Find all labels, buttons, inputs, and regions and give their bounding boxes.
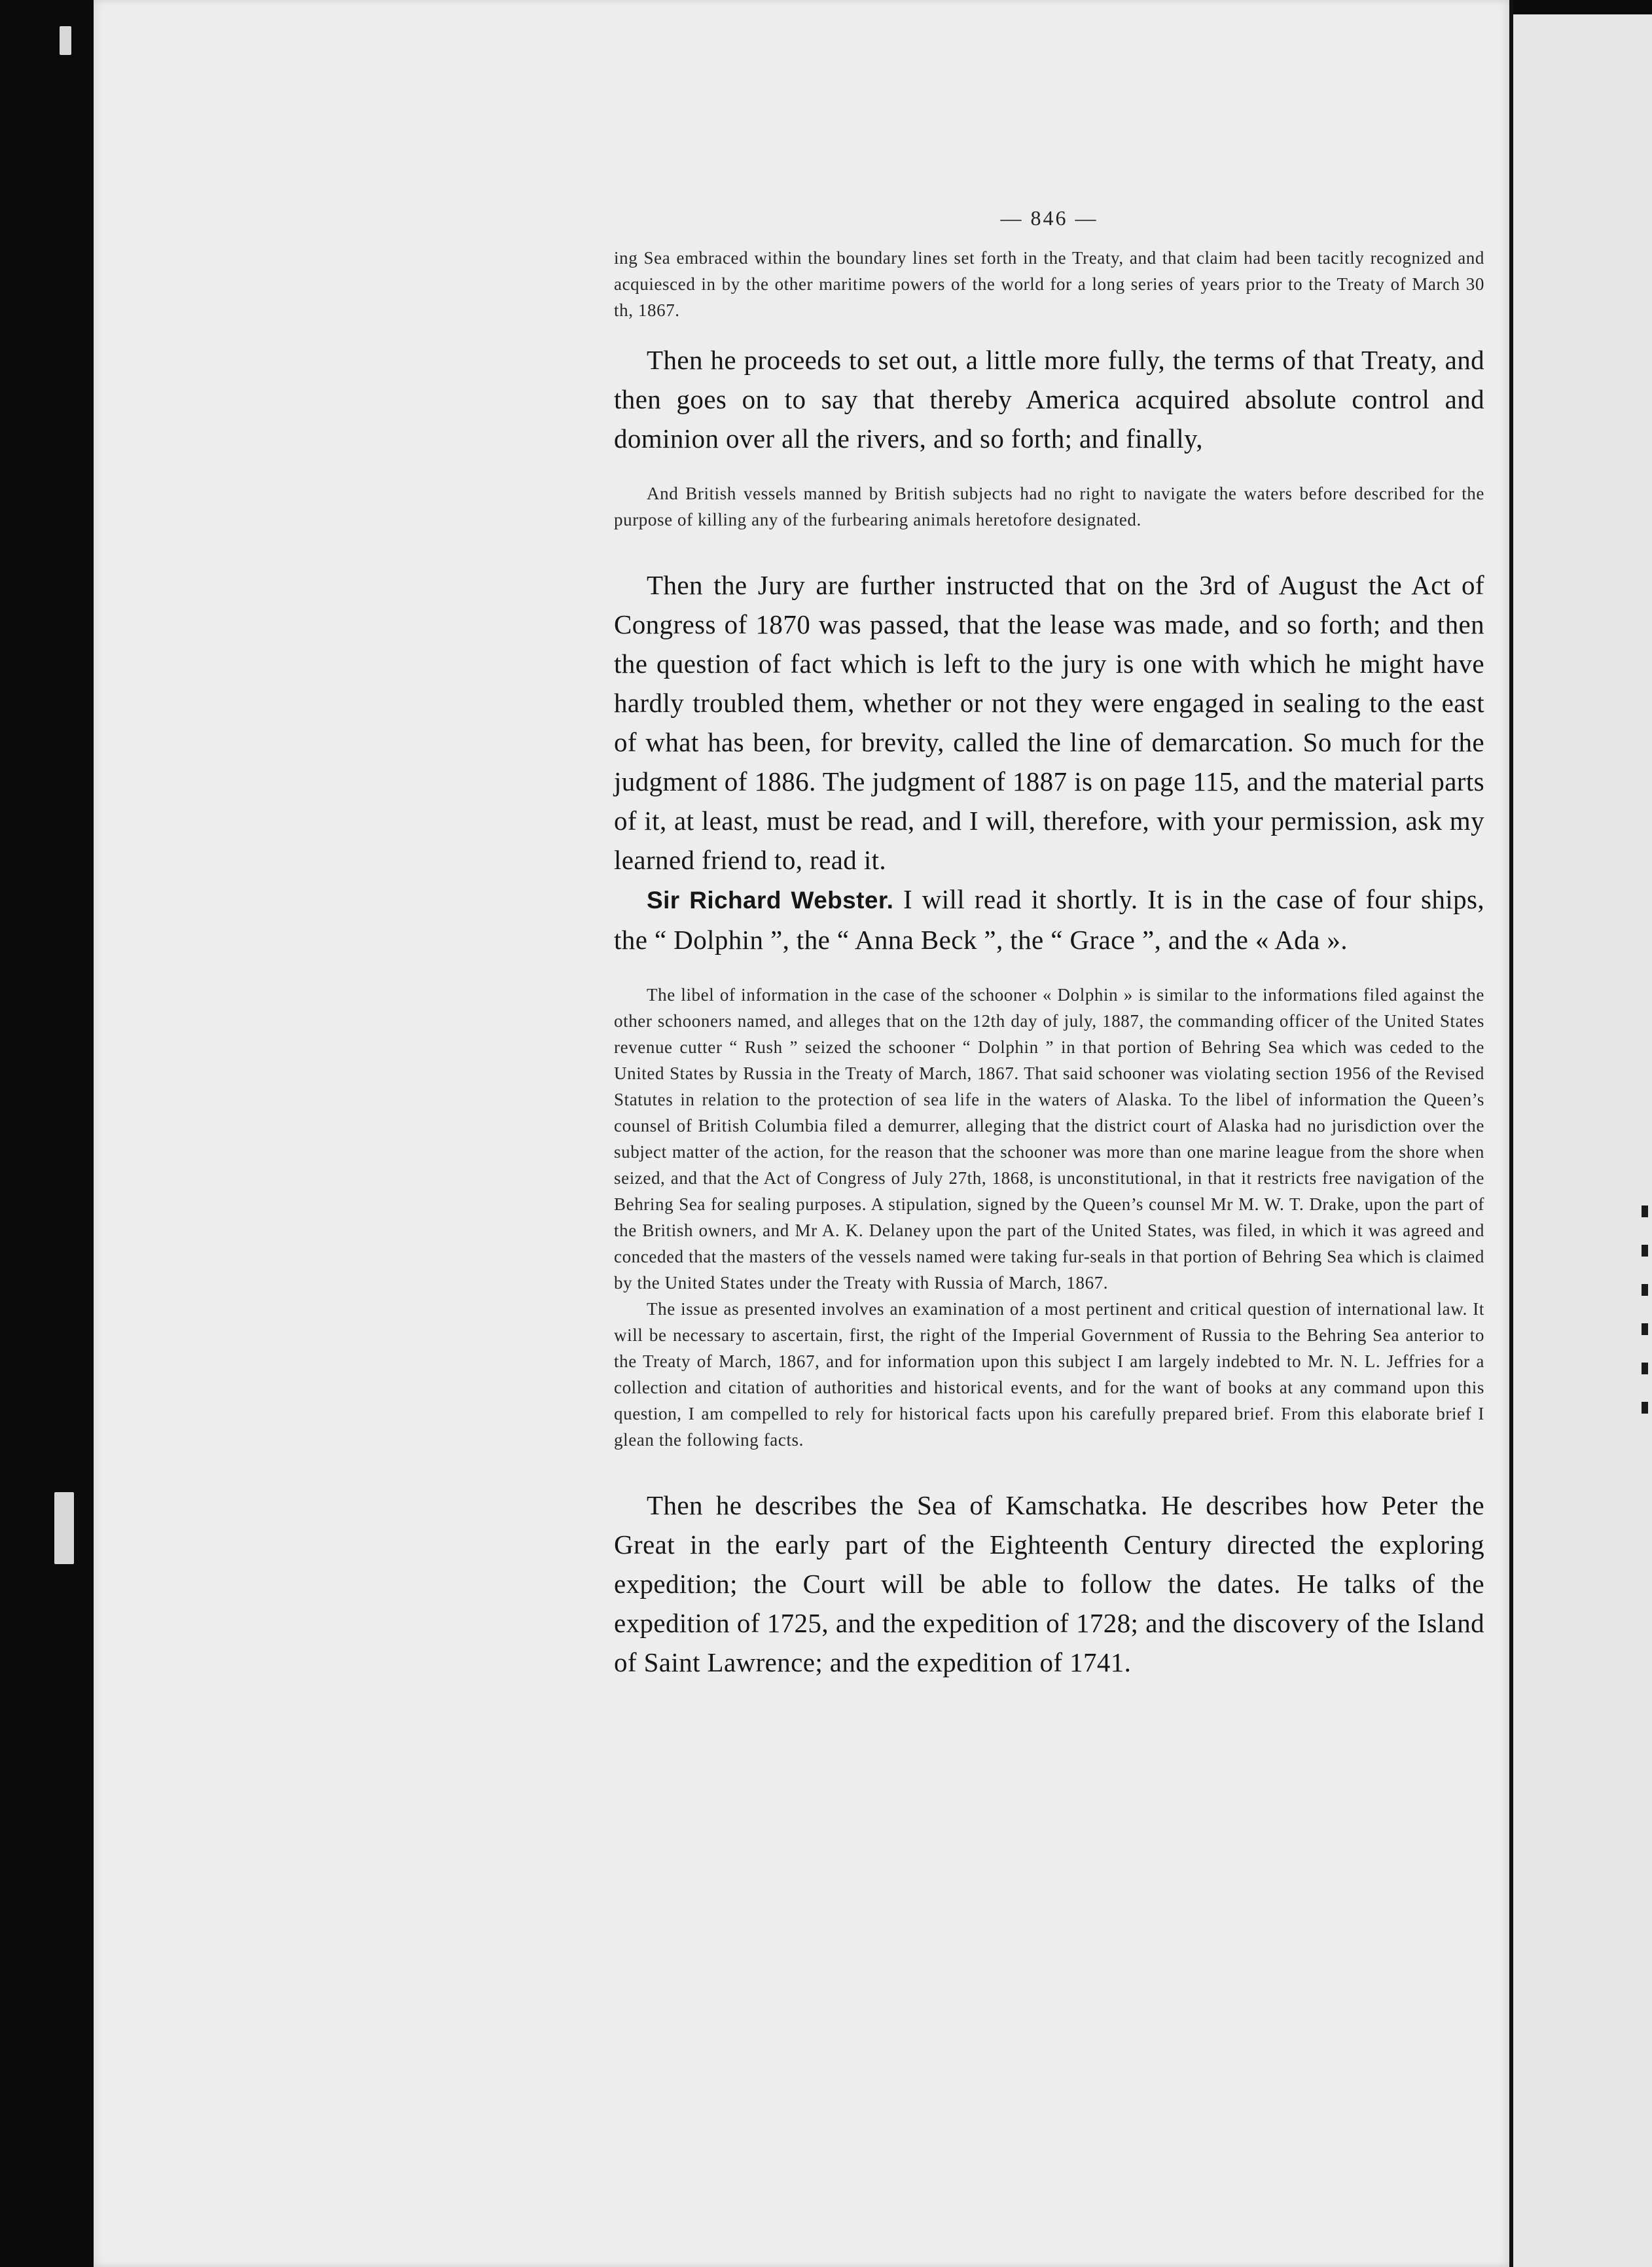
quoted-instruction-paragraph: And British vessels manned by British subjects had no right to navigate the waters before described for the purpose of killing any of the furbearing animals heretofore designated. <box>614 484 1484 529</box>
quoted-judgment-paragraph: The issue as presented involves an examination of a most pertinent and critical question of international law. It will be necessary to ascertain, first, the right of the Imperial Government of Russia to the Behring Sea anterior to the Treaty of March, 1867, and for information upon this subject I am largely indebted to Mr. N. L. Jeffries for a collection and citation of authorities and historical events, and for the want of books at any command upon this question, I am compelled to rely for historical facts upon his carefully prepared brief. From this elaborate brief I glean the following facts. <box>614 1299 1484 1450</box>
adjacent-page-mark <box>1642 1284 1648 1296</box>
speaker-paragraph <box>614 880 1484 959</box>
adjacent-page-mark <box>1642 1402 1648 1414</box>
adjacent-page-mark <box>1642 1245 1648 1257</box>
page-text <box>614 206 1484 1682</box>
body-paragraph: Then he describes the Sea of Kamschatka. He describes how Peter the Great in the early part of the Eighteenth Century directed the exploring expedition; the Court will be able to follow the dates. He talks of the expedition of 1725, and the expedition of 1728; and the discovery of the Island of Saint Lawrence; and the expedition of 1741. <box>614 1490 1484 1677</box>
continued-quote-paragraph: ing Sea embraced within the boundary lines set forth in the Treaty, and that claim had been tacitly recognized and acquiesced in by the other maritime powers of the world for a long series of years prior to the Treaty of March 30 th, 1867. <box>614 248 1484 320</box>
speaker-text: I will read it shortly. It is in the case of four ships, the “ Dolphin ”, the “ Anna Beck ”, the “ Grace ”, and the « Ada ». <box>614 884 1484 955</box>
speaker-name: Sir Richard Webster. <box>647 887 894 914</box>
body-paragraph: Then he proceeds to set out, a little more fully, the terms of that Treaty, and then goes on to say that thereby America acquired absolute control and dominion over all the rivers, and so forth; and finally, <box>614 345 1484 454</box>
scan-speck <box>54 1492 74 1564</box>
adjacent-page-mark <box>1642 1323 1648 1335</box>
quoted-judgment-paragraph: The libel of information in the case of the schooner « Dolphin » is similar to the informations filed against the other schooners named, and alleges that on the 12th day of july, 1887, the commanding officer of the United States revenue cutter “ Rush ” seized the schooner “ Dolphin ” in that portion of Behring Sea which was ceded to the United States by Russia in the Treaty of March, 1867. That said schooner was violating section 1956 of the Revised Statutes in relation to the protection of sea life in the waters of Alaska. To the libel of information the Queen’s counsel of British Columbia filed a demurrer, alleging that the district court of Alaska had no jurisdiction over the subject matter of the action, for the reason that the schooner was more than one marine league from the shore when seized, and that the Act of Congress of July 27th, 1868, is unconstitutional, in that it restricts free navigation of the Behring Sea for sealing purposes. A stipulation, signed by the Queen’s counsel Mr M. W. T. Drake, upon the part of the British owners, and Mr A. K. Delaney upon the part of the United States, was filed, in which it was agreed and conceded that the masters of the vessels named were taking fur-seals in that portion of Behring Sea which is claimed by the United States under the Treaty with Russia of March, 1867. <box>614 985 1484 1293</box>
adjacent-page-mark <box>1642 1205 1648 1217</box>
body-paragraph: Then the Jury are further instructed that on the 3rd of August the Act of Congress of 1870 was passed, that the lease was made, and so forth; and then the question of fact which is left to the jury is one with which he might have hardly troubled them, whether or not they were engaged in sealing to the east of what has been, for brevity, called the line of demarcation. So much for the judgment of 1886. The judgment of 1887 is on page 115, and the material parts of it, at least, must be read, and I will, therefore, with your permission, ask my learned friend to, read it. <box>614 570 1484 875</box>
adjacent-page-edge <box>1513 14 1652 2267</box>
adjacent-page-mark <box>1642 1363 1648 1374</box>
scan-speck <box>60 26 71 55</box>
page-number: — 846 — <box>1000 206 1098 230</box>
scanned-page <box>94 0 1509 2267</box>
